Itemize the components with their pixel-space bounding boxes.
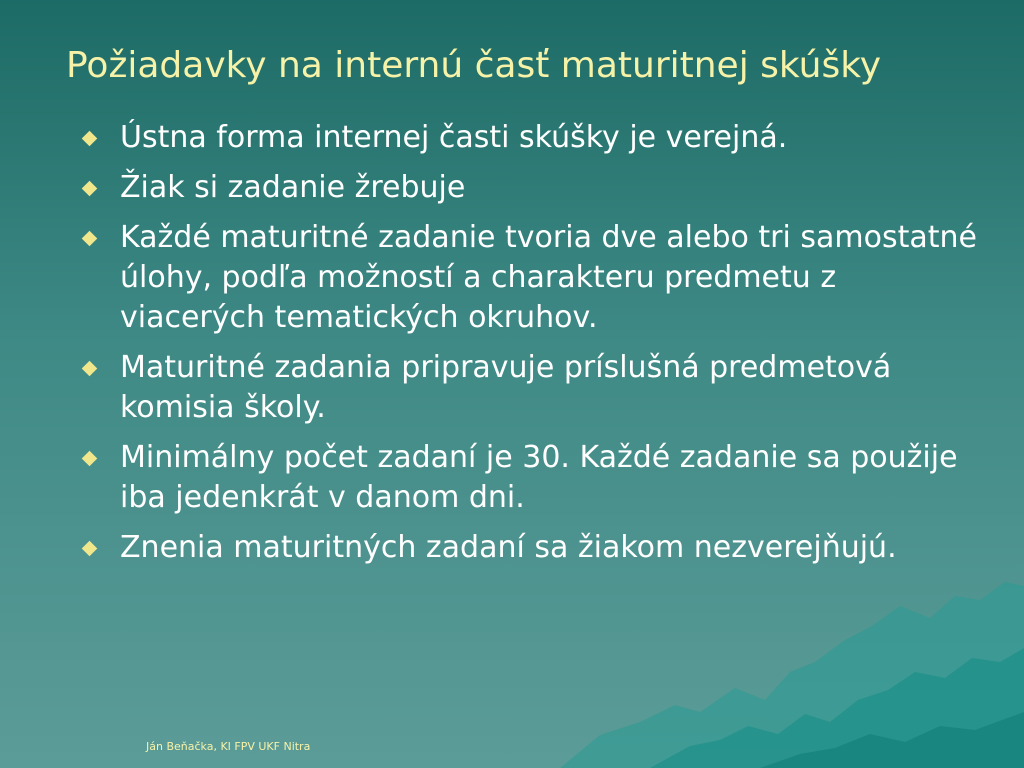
bullet-text: Znenia maturitných zadaní sa žiakom nezverejňujú. — [120, 530, 897, 565]
bullet-list — [80, 118, 980, 578]
bullet-text: Minimálny počet zadaní je 30. Každé zadanie sa použije iba jedenkrát v danom dni. — [120, 440, 958, 515]
diamond-bullet-icon — [82, 131, 98, 147]
diamond-bullet-icon — [82, 231, 98, 247]
bullet-item — [80, 168, 980, 208]
diamond-bullet-icon — [82, 451, 98, 467]
bullet-item — [80, 218, 980, 338]
slide-title: Požiadavky na internú časť maturitnej skúšky — [66, 45, 882, 86]
bullet-item — [80, 438, 980, 518]
diamond-bullet-icon — [82, 541, 98, 557]
diamond-bullet-icon — [82, 181, 98, 197]
bullet-item — [80, 528, 980, 568]
diamond-bullet-icon — [82, 361, 98, 377]
bullet-item — [80, 118, 980, 158]
bullet-text: Žiak si zadanie žrebuje — [120, 170, 466, 205]
bullet-text: Ústna forma internej časti skúšky je verejná. — [120, 120, 788, 155]
bullet-item — [80, 348, 980, 428]
bullet-text: Maturitné zadania pripravuje príslušná predmetová komisia školy. — [120, 350, 892, 425]
bullet-text: Každé maturitné zadanie tvoria dve alebo tri samostatné úlohy, podľa možností a charakteru predmetu z viacerých tematických okruhov. — [120, 220, 977, 335]
slide-footer: Ján Beňačka, KI FPV UKF Nitra — [146, 740, 311, 753]
